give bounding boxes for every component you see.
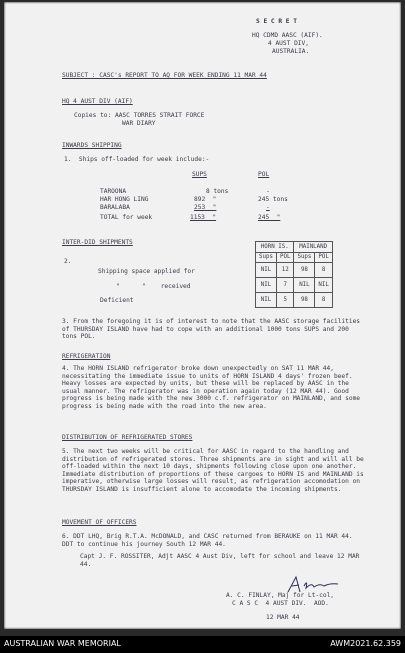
section-heading-refrigeration: REFRIGERATION (62, 353, 111, 360)
table-sub-header: POL (276, 252, 293, 263)
table-cell: NIL (256, 263, 277, 278)
archive-footer (0, 636, 405, 653)
from-line-2: 4 AUST DIV, (268, 40, 309, 47)
space-received: " " received (116, 283, 191, 290)
ship-name: TAROONA (100, 188, 127, 195)
footer-institution: AUSTRALIAN WAR MEMORIAL (4, 639, 121, 648)
section-heading-inwards-shipping: INWARDS SHIPPING (62, 142, 122, 149)
paragraph-4: 4. The HORN ISLAND refrigerator broke down unexpectedly on SAT 11 MAR 44, necessitating the immediate issue to units of HORN ISLAND 4 days' frozen beef. Heavy losses are expected by units, but these will be replaced by AASC in the usual manner. The refrigerator was in operation again today (12 MAR 44). Good progress is being made with the new 3000 c.f. refrigerator on MAINLAND, and some progress is being made with the road into the new area. (62, 365, 361, 410)
signature-date: 12 MAR 44 (266, 614, 300, 621)
ship-sups: 892 " (194, 196, 217, 203)
table-row (256, 278, 333, 293)
total-sups: 1153 " (190, 214, 217, 221)
total-pol: 245 " (258, 214, 281, 221)
paragraph-6: 6. DDT LHQ, Brig R.T.A. McDONALD, and CASC returned from BERAUKE on 11 MAR 44. DDT to continue his journey South 12 MAR 44. (62, 533, 353, 548)
from-line-1: HQ CDMD AASC (AIF). (252, 32, 323, 39)
space-applied: Shipping space applied for (98, 268, 195, 275)
ship-pol: - (266, 188, 270, 195)
section-heading-distribution: DISTRIBUTION OF REFRIGERATED STORES (62, 434, 193, 441)
paragraph-6b: Capt J. F. ROSSITER, Adjt AASC 4 Aust Div, left for school and leave 12 MAR 44. (80, 553, 360, 568)
table-sub-header: Sups (294, 252, 315, 263)
signatory-title: C A S C 4 AUST DIV. AOD. (232, 600, 329, 607)
col-sups: SUPS (192, 171, 207, 178)
from-line-3: AUSTRALIA. (272, 48, 310, 55)
addressee: HQ 4 AUST DIV (AIF) (62, 98, 133, 105)
section-heading-inter-did: INTER-DID SHIPMENTS (62, 239, 133, 246)
table-row (256, 293, 333, 308)
table-cell: 8 (315, 263, 332, 278)
copies-line-1: Copies to: AASC TORRES STRAIT FORCE (74, 112, 205, 119)
table-cell: 12 (276, 263, 293, 278)
shipping-item-1: 1. Ships off-loaded for week include:- (64, 156, 210, 163)
table-cell: 98 (294, 293, 315, 308)
signatory-name: A. C. FINLAY, Maj for Lt-col, (226, 592, 335, 599)
table-cell: NIL (256, 278, 277, 293)
paragraph-5: 5. The next two weeks will be critical for AASC in regard to the handling and distribution of refrigerated stores. Three shipments are in sight and will all be off-loaded within the next 10 days, shipments following close upon one another. Immediate distribution of proportions of these cargoes to HORN IS and MAINLAND is imperative, otherwise large losses will result, as refrigeration accomodation on THURSDAY ISLAND is insufficient alone to accomodate the incoming shipments. (62, 448, 364, 493)
paragraph-3: 3. From the foregoing it is of interest to note that the AASC storage facilities of THURSDAY ISLAND have had to cope with an additional 1000 tons SUPS and 200 tons POL. (62, 318, 361, 341)
ship-sups: 253 " (194, 204, 217, 211)
table-sub-header: Sups (256, 252, 277, 263)
table-row (256, 263, 333, 278)
ship-pol: - (266, 204, 270, 211)
table-cell: 5 (276, 293, 293, 308)
total-label: TOTAL for week (100, 214, 153, 221)
ship-name: BARALABA (100, 204, 130, 211)
col-pol: POL (258, 171, 270, 178)
space-deficient: Deficient (100, 297, 134, 304)
subject-line: SUBJECT : CASC's REPORT TO AQ FOR WEEK ENDING 11 MAR 44 (62, 72, 267, 79)
table-cell: NIL (315, 278, 332, 293)
ship-sups: 8 tons (206, 188, 229, 195)
item-2-number: 2. (64, 258, 72, 265)
table-cell: NIL (294, 278, 315, 293)
table-group-header: HORN IS. (256, 242, 294, 253)
inter-did-table (255, 241, 333, 308)
table-sub-header: POL (315, 252, 332, 263)
copies-line-2: WAR DIARY (122, 120, 156, 127)
classification: S E C R E T (256, 18, 297, 25)
table-cell: 7 (276, 278, 293, 293)
table-cell: 98 (294, 263, 315, 278)
section-heading-movement: MOVEMENT OF OFFICERS (62, 519, 137, 526)
table-group-header: MAINLAND (294, 242, 332, 253)
document-page (4, 2, 401, 629)
ship-pol: 245 tons (258, 196, 288, 203)
ship-name: HAR HONG LING (100, 196, 149, 203)
table-cell: 8 (315, 293, 332, 308)
footer-accession-number: AWM2021.62.359 (330, 639, 401, 648)
table-cell: NIL (256, 293, 277, 308)
